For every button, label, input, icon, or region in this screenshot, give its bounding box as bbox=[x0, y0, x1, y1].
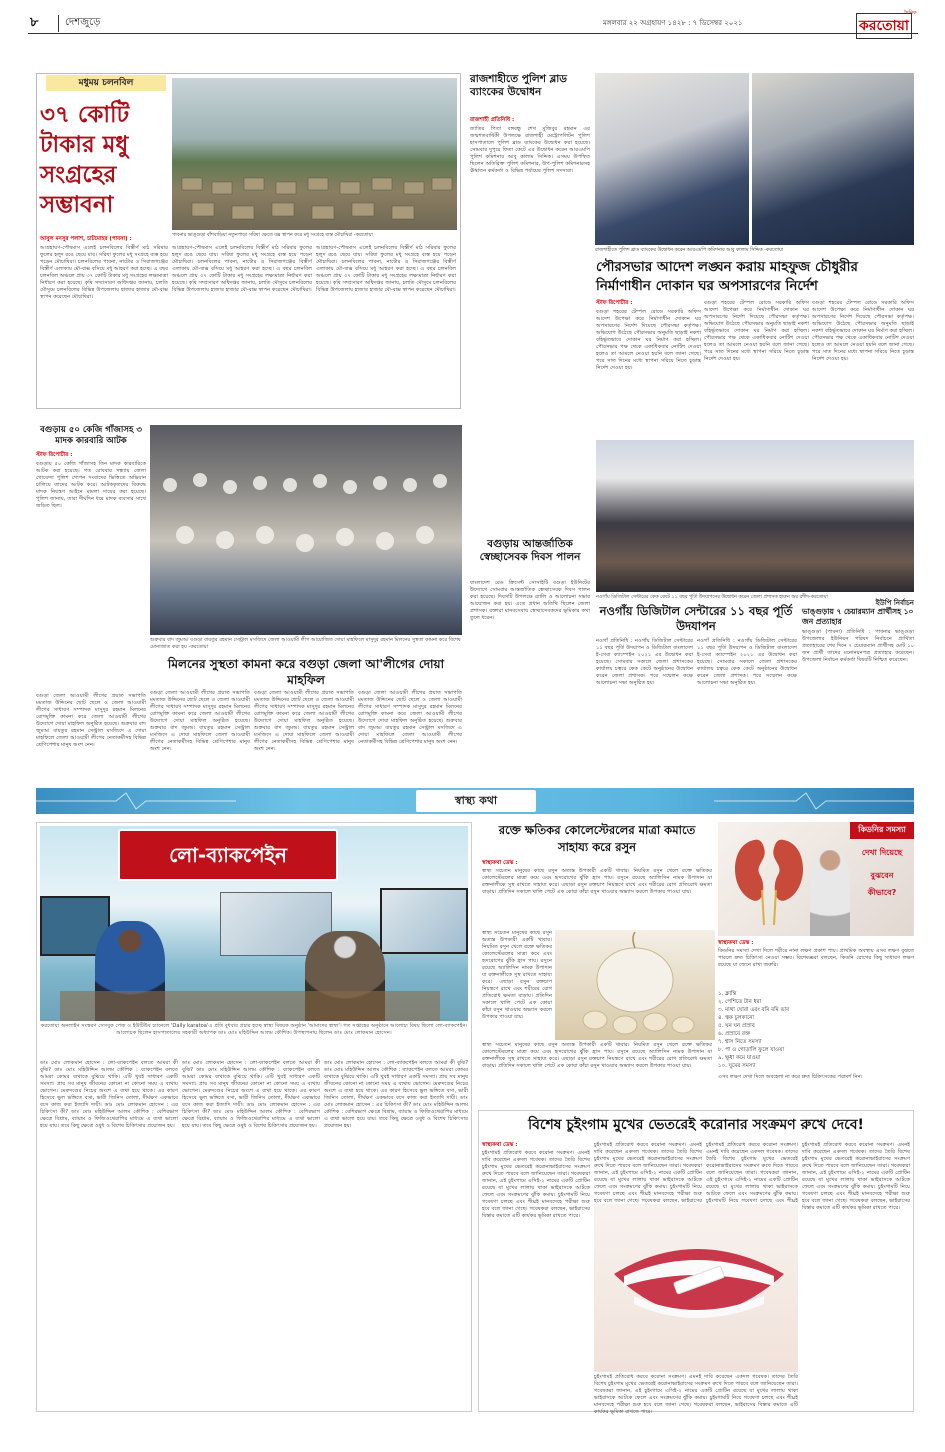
election-headline: ভাঙ্গুড়ায় ৭ চেয়ারম্যান প্রার্থীসহ ১০ জন প্রত্যাহার bbox=[802, 607, 914, 626]
lowback-body-col3: ডাঃ মোঃ লোকমান হোসেন : লো-ব্যাকপেইন বলতে আমরা কী বুঝি? ডাঃ মোঃ মহিউদ্দিন আলম কৌশিক : ব্যাকপেইন বলতে আমরা কোমর ব্যথাকে বুঝিয়ে থাকি। এটি খুবই সাধারণ একটি সমস্যা। প্রায় সব মানুষ জীবনের কোনো না কোনো সময় এ ব্যথায় ভোগেন। মেরুদণ্ডের নিচের অংশে এ ব্যথা হয়ে থাকে। এর কারণ হিসেবে ভুল ভঙ্গিতে বসা, ভারী জিনিস তোলা, দীর্ঘক্ষণ একভাবে বসে কাজ করা ইত্যাদি দায়ী। ডাঃ মোঃ লোকমান হোসেন : এর চিকিৎসা কী? ডাঃ মোঃ মহিউদ্দিন আলম কৌশিক : বেশিরভাগ ক্ষেত্রে বিশ্রাম, ব্যায়াম ও ফিজিওথেরাপির মাধ্যমে এ ব্যথা ভালো হয়ে যায়। তবে কিছু ক্ষেত্রে ওষুধ ও বিশেষ চিকিৎসার প্রয়োজন হয়। bbox=[324, 1060, 468, 1129]
chewing-body-col2: চুইংগামই প্রতিরোধ করবে করোনা সংক্রমণ। এমনই দাবি করেছেন একদল গবেষক। তাদের তৈরি বিশেষ চুইংগাম মুখের ভেতরেই করোনাভাইরাসের সংক্রমণ রুখে দিতে পারবে বলে জানিয়েছেন তারা। গবেষকরা জানান, এই চুইংগামে এসিই-২ নামের একটি প্রোটিন রয়েছে যা মুখের লালায় থাকা ভাইরাসকে আটকে ফেলে এবং সংক্রমণের ঝুঁকি কমায়। চুইংগামটি নিয়ে গবেষণা চলছে এবং শীঘ্রই মানবদেহে পরীক্ষা শুরু হবে বলে জানা গেছে। গবেষকরা বলছেন, ভাইরাসের bbox=[594, 1142, 702, 1204]
honey-photo-caption: পাবনার ভাঙ্গুড়া বাঁশবাড়িয়া নতুনপাড়া সরিষা ক্ষেতে বক্স স্থাপন করে মধু সংগ্রহে ব্যস্ত মৌচাষিরা -করতোয়া bbox=[172, 233, 373, 238]
honey-kicker-text: মধুময় চলনবিল bbox=[78, 78, 134, 88]
chewing-body-col5: চুইংগামই প্রতিরোধ করবে করোনা সংক্রমণ। এমনই দাবি করেছেন একদল গবেষক। তাদের তৈরি বিশেষ চুইংগাম মুখের ভেতরেই করোনাভাইরাসের সংক্রমণ রুখে দিতে পারবে বলে জানিয়েছেন তারা। গবেষকরা জানান, এই চুইংগামে এসিই-২ নামের একটি প্রোটিন রয়েছে যা মুখের লালায় থাকা ভাইরাসকে আটকে ফেলে এবং সংক্রমণের ঝুঁকি কমায়। চুইংগামটি নিয়ে গবেষণা চলছে এবং শীঘ্রই মানবদেহে পরীক্ষা শুরু হবে বলে জানা গেছে। গবেষকরা বলছেন, ভাইরাসের বিস্তার কমাতে এটি কার্যকর ভূমিকা রাখতে পারে। bbox=[594, 1374, 798, 1415]
kidney-label4: কীভাবে? bbox=[867, 888, 897, 897]
tv-screen-right bbox=[380, 888, 468, 954]
naogaon-body-col1: নওগাঁ প্রতিনিধি : নওগাঁয় ডিজিটাল সেন্টারের ১১ বছর পূর্তি উদযাপন ও ডিজিটাল বাংলাদেশ ই-সেবা ক্যাম্পেইন ২০২১ এর উদ্বোধন করা হয়েছে। সোমবার সকালে জেলা প্রশাসকের কার্যালয় চত্বরে কেক কেটে অনুষ্ঠানের উদ্বোধন করেন জেলা প্রশাসক। পরে সম্মেলন কক্ষে আলোচনা সভা অনুষ্ঠিত হয়। bbox=[596, 638, 693, 686]
police-blood-photo-left bbox=[595, 73, 749, 245]
paurashava-body-col1: বগুড়া শহরের টেম্পল রোডে সরকারি অফিস আদেশ উপেক্ষা করে নির্মাণাধীন দোকান ঘর অপসারণের নির্দেশ দিয়েছে পৌরসভা কর্তৃপক্ষ। অভিযোগ উঠেছে পৌরসভার অনুমতি ছাড়াই নকশা বহির্ভূতভাবে দোকান ঘর নির্মাণ করা হচ্ছিল। পৌরসভার পক্ষ থেকে একাধিকবার নোটিশ দেওয়া হলেও তা আমলে নেওয়া হয়নি বলে জানা গেছে। পরে সাত দিনের মধ্যে স্থাপনা সরিয়ে নিতে চূড়ান্ত নির্দেশ দেওয়া হয়। bbox=[596, 309, 701, 371]
mouth-icon bbox=[594, 1204, 798, 1372]
doa-photo bbox=[150, 425, 462, 635]
police-blood-photo-right bbox=[752, 73, 914, 245]
kidney-footer: এসব লক্ষণ দেখা দিলে অবহেলা না করে দ্রুত চিকিৎসকের পরামর্শ নিন। bbox=[718, 1074, 863, 1080]
kidney-list-item: ৭. শ্বাস নিতে সমস্যা bbox=[718, 1039, 762, 1045]
kidney-byline: স্বাস্থ্যকথা ডেস্ক : bbox=[718, 940, 754, 946]
person-figure bbox=[810, 850, 850, 936]
kidney-label-box bbox=[850, 822, 914, 936]
lowback-photo bbox=[40, 826, 468, 1021]
chewing-body-col1: চুইংগামই প্রতিরোধ করবে করোনা সংক্রমণ। এমনই দাবি করেছেন একদল গবেষক। তাদের তৈরি বিশেষ চুইংগাম মুখের ভেতরেই করোনাভাইরাসের সংক্রমণ রুখে দিতে পারবে বলে জানিয়েছেন তারা। গবেষকরা জানান, এই চুইংগামে এসিই-২ নামের একটি প্রোটিন রয়েছে যা মুখের লালায় থাকা ভাইরাসকে আটকে ফেলে এবং সংক্রমণের ঝুঁকি কমায়। চুইংগামটি নিয়ে গবেষণা চলছে এবং শীঘ্রই মানবদেহে পরীক্ষা শুরু হবে বলে জানা গেছে। গবেষকরা বলছেন, ভাইরাসের বিস্তার কমাতে এটি কার্যকর ভূমিকা রাখতে পারে। bbox=[482, 1150, 590, 1219]
garlic-photo bbox=[555, 930, 715, 1040]
doa-headline: মিলনের সুস্থতা কামনা করে বগুড়া জেলা আ'লীগের দোয়া মাহফিল bbox=[167, 657, 445, 687]
cholesterol-byline: স্বাস্থ্যকথা ডেস্ক : bbox=[482, 860, 518, 866]
doa-body-col2: বগুড়া জেলা আওয়ামী লীগের প্রয়াত সভাপতি মমতাজ উদ্দিনের ছোট ছেলে ও জেলা আওয়ামী লীগের সাধারণ সম্পাদক মাসুদুর রহমান মিলনের রোগমুক্তি কামনা করে জেলা আওয়ামী লীগের উদ্যোগে দোয়া মাহফিল অনুষ্ঠিত হয়েছে। শুক্রবার বাদ জুমআ বায়তুর রহমান সেন্ট্রাল মসজিদে এ দোয়া মাহফিলে জেলা আওয়ামী লীগের নেতাকর্মীসহ বিভিন্ন শ্রেণিপেশার মানুষ অংশ নেন। bbox=[150, 690, 250, 752]
chewing-body-col3: চুইংগামই প্রতিরোধ করবে করোনা সংক্রমণ। এমনই দাবি করেছেন একদল গবেষক। তাদের তৈরি বিশেষ চুইংগাম মুখের ভেতরেই করোনাভাইরাসের সংক্রমণ রুখে দিতে পারবে বলে জানিয়েছেন তারা। গবেষকরা জানান, এই চুইংগামে এসিই-২ নামের একটি প্রোটিন রয়েছে যা মুখের লালায় থাকা ভাইরাসকে আটকে ফেলে এবং সংক্রমণের ঝুঁকি কমায়। চুইংগামটি নিয়ে গবেষণা চলছে এবং শীঘ্রই bbox=[706, 1142, 798, 1204]
doa-crowd bbox=[150, 425, 462, 635]
kidney-body: কিডনির সমস্যা দেখা দিলে শরীরে নানা লক্ষণ প্রকাশ পায়। প্রাথমিক অবস্থায় এসব লক্ষণ বুঝতে পারলে দ্রুত চিকিৎসা নেওয়া সম্ভব। বিশেষজ্ঞরা বলছেন, কিডনি রোগের কিছু সাধারণ লক্ষণ রয়েছে যা জেনে রাখা জরুরি। bbox=[718, 948, 914, 968]
kidney-list-item: ৯. ক্ষুধা কমে যাওয়া bbox=[718, 1055, 761, 1061]
doa-body-col3: বগুড়া জেলা আওয়ামী লীগের প্রয়াত সভাপতি মমতাজ উদ্দিনের ছোট ছেলে ও জেলা আওয়ামী লীগের সাধারণ সম্পাদক মাসুদুর রহমান মিলনের রোগমুক্তি কামনা করে জেলা আওয়ামী লীগের উদ্যোগে দোয়া মাহফিল অনুষ্ঠিত হয়েছে। শুক্রবার বাদ জুমআ বায়তুর রহমান সেন্ট্রাল মসজিদে এ দোয়া মাহফিলে জেলা আওয়ামী লীগের নেতাকর্মীসহ বিভিন্ন শ্রেণিপেশার মানুষ অংশ নেন। bbox=[254, 690, 354, 752]
police-blood-headline: রাজশাহীতে পুলিশ ব্লাড ব্যাংকের উদ্বোধন bbox=[470, 73, 568, 98]
naogaon-body-col2: নওগাঁ প্রতিনিধি : নওগাঁয় ডিজিটাল সেন্টারের ১১ বছর পূর্তি উদযাপন ও ডিজিটাল বাংলাদেশ ই-সেবা ক্যাম্পেইন ২০২১ এর উদ্বোধন করা হয়েছে। সোমবার সকালে জেলা প্রশাসকের কার্যালয় চত্বরে কেক কেটে অনুষ্ঠানের উদ্বোধন করেন জেলা প্রশাসক। পরে সম্মেলন কক্ষে আলোচনা সভা অনুষ্ঠিত হয়। bbox=[697, 638, 797, 686]
lowback-body-col2: ডাঃ মোঃ লোকমান হোসেন : লো-ব্যাকপেইন বলতে আমরা কী বুঝি? ডাঃ মোঃ মহিউদ্দিন আলম কৌশিক : ব্যাকপেইন বলতে আমরা কোমর ব্যথাকে বুঝিয়ে থাকি। এটি খুবই সাধারণ একটি সমস্যা। প্রায় সব মানুষ জীবনের কোনো না কোনো সময় এ ব্যথায় ভোগেন। মেরুদণ্ডের নিচের অংশে এ ব্যথা হয়ে থাকে। এর কারণ হিসেবে ভুল ভঙ্গিতে বসা, ভারী জিনিস তোলা, দীর্ঘক্ষণ একভাবে বসে কাজ করা ইত্যাদি দায়ী। ডাঃ মোঃ লোকমান হোসেন : এর চিকিৎসা কী? ডাঃ মোঃ মহিউদ্দিন আলম কৌশিক : বেশিরভাগ ক্ষেত্রে বিশ্রাম, ব্যায়াম ও ফিজিওথেরাপির মাধ্যমে এ ব্যথা ভালো হয়ে যায়। তবে কিছু ক্ষেত্রে ওষুধ ও বিশেষ চিকিৎসার প্রয়োজন হয়। bbox=[182, 1060, 320, 1129]
kidney-label1: কিডনির সমস্যা bbox=[850, 822, 914, 839]
paurashava-byline: স্টাফ রিপোর্টার : bbox=[596, 300, 633, 306]
kidney-list bbox=[718, 990, 914, 1070]
ganja-byline: স্টাফ রিপোর্টার : bbox=[36, 452, 73, 458]
sofa bbox=[60, 991, 440, 1021]
cholesterol-body-left: স্বাস্থ্য সচেতন মানুষের কাছে রসুন অত্যন্ত উপকারী একটি খাবার। নিয়মিত রসুন খেলে রক্তে ক্ষতিকর কোলেস্টেরলের মাত্রা কমে এবং হৃদরোগের ঝুঁকি হ্রাস পায়। রসুনে রয়েছে অ্যালিসিন নামক উপাদান যা রক্তনালীকে সুস্থ রাখতে সাহায্য করে। এছাড়া রসুন রক্তচাপ নিয়ন্ত্রণে রাখে এবং শরীরের রোগ প্রতিরোধ ক্ষমতা বাড়ায়। প্রতিদিন সকালে খালি পেটে এক কোয়া কাঁচা রসুন খাওয়ার অভ্যাস করলে উপকার পাওয়া যায়। bbox=[482, 930, 552, 1020]
garlic-icon bbox=[555, 930, 715, 1040]
naogaon-photo-caption: নওগাঁয় ডিজিটাল সেন্টারের কেক কেটে ১১ বছর পূর্তি উদযাপনের উদ্বোধন করেন জেলা প্রশাসক হারুন অর রশীদ-করতোয়া bbox=[596, 595, 828, 600]
kidney-list-item: ৬. প্রস্রাবে রক্ত bbox=[718, 1031, 751, 1037]
bee-box-rows bbox=[172, 78, 457, 230]
honey-photo bbox=[172, 78, 457, 230]
honey-body-col3: আগ্রহায়ণ-পৌষমাস এলেই চলনবিলের বিস্তীর্ণ মাঠ সরিষার ফুলের হলুদ রঙে ছেয়ে যায়। সরিষা ফুলের মধু সংগ্রহে ব্যস্ত হয়ে পড়েন মৌচাষিরা। চলনবিলের পাবনা, নাটোর ও সিরাজগঞ্জের বিস্তীর্ণ এলাকায় মৌ-বাক্স বসিয়ে মধু আহরণ করা হচ্ছে। এ বছর চলনবিল অঞ্চলে প্রায় ৩৭ কোটি টাকার মধু সংগ্রহের লক্ষ্যমাত্রা নির্ধারণ করা হয়েছে। কৃষি সম্প্রসারণ অধিদপ্তর জানায়, চলতি মৌসুমে চলনবিলের বিভিন্ন উপজেলায় হাজার হাজার মৌ-বাক্স স্থাপন করেছেন মৌচাষিরা। bbox=[316, 245, 456, 293]
police-blood-byline: রাজশাহী প্রতিনিধি : bbox=[470, 117, 515, 123]
honey-headline: ৩৭ কোটি টাকার মধু সংগ্রহের সম্ভাবনা bbox=[40, 102, 130, 218]
chewing-headline: বিশেষ চুইংগাম মুখের ভেতরেই করোনার সংক্রমণ রুখে দেবে! bbox=[528, 1117, 864, 1133]
honey-kicker bbox=[46, 75, 166, 91]
police-blood-body: জাতির পিতা বঙ্গবন্ধু শেখ মুজিবুর রহমান এর জন্মশতবার্ষিকী উপলক্ষে রাজশাহী মেট্রোপলিটন পুলিশ হাসপাতালে পুলিশ ব্লাড ব্যাংকের উদ্বোধন করা হয়েছে। সোমবার দুপুরে ফিতা কেটে এর উদ্বোধন করেন আরএমপি পুলিশ কমিশনার আবু কালাম সিদ্দিক। এসময় উপস্থিত ছিলেন অতিরিক্ত পুলিশ কমিশনার, উপ-পুলিশ কমিশনারসহ ঊর্ধ্বতন কর্মকর্তা ও বিভিন্ন পর্যায়ের পুলিশ সদস্যরা। bbox=[470, 126, 590, 174]
chewing-body-col4: চুইংগামই প্রতিরোধ করবে করোনা সংক্রমণ। এমনই দাবি করেছেন একদল গবেষক। তাদের তৈরি বিশেষ চুইংগাম মুখের ভেতরেই করোনাভাইরাসের সংক্রমণ রুখে দিতে পারবে বলে জানিয়েছেন তারা। গবেষকরা জানান, এই চুইংগামে এসিই-২ নামের একটি প্রোটিন রয়েছে যা মুখের লালায় থাকা ভাইরাসকে আটকে ফেলে এবং সংক্রমণের ঝুঁকি কমায়। চুইংগামটি নিয়ে গবেষণা চলছে এবং শীঘ্রই মানবদেহে পরীক্ষা শুরু হবে বলে জানা গেছে। গবেষকরা বলছেন, ভাইরাসের বিস্তার কমাতে এটি কার্যকর ভূমিকা রাখতে পারে। bbox=[802, 1142, 910, 1211]
kidney-icon bbox=[724, 830, 814, 930]
kidney-list-item: ৪. ত্বক চুলকানো bbox=[718, 1015, 755, 1021]
volunteer-headline: বগুড়ায় আন্তর্জাতিক স্বেচ্ছাসেবক দিবস পালন bbox=[479, 538, 581, 563]
kidney-label3: বুঝবেন bbox=[870, 871, 894, 880]
lowback-body-col1: ডাঃ মোঃ লোকমান হোসেন : লো-ব্যাকপেইন বলতে আমরা কী বুঝি? ডাঃ মোঃ মহিউদ্দিন আলম কৌশিক : ব্যাকপেইন বলতে আমরা কোমর ব্যথাকে বুঝিয়ে থাকি। এটি খুবই সাধারণ একটি সমস্যা। প্রায় সব মানুষ জীবনের কোনো না কোনো সময় এ ব্যথায় ভোগেন। মেরুদণ্ডের নিচের অংশে এ ব্যথা হয়ে থাকে। এর কারণ হিসেবে ভুল ভঙ্গিতে বসা, ভারী জিনিস তোলা, দীর্ঘক্ষণ একভাবে বসে কাজ করা ইত্যাদি দায়ী। ডাঃ মোঃ লোকমান হোসেন : এর চিকিৎসা কী? ডাঃ মোঃ মহিউদ্দিন আলম কৌশিক : বেশিরভাগ ক্ষেত্রে বিশ্রাম, ব্যায়াম ও ফিজিওথেরাপির মাধ্যমে এ ব্যথা ভালো হয়ে যায়। তবে কিছু ক্ষেত্রে ওষুধ ও বিশেষ চিকিৎসার প্রয়োজন হয়। bbox=[40, 1060, 178, 1129]
volunteer-body: বাংলাদেশ রেড ক্রিসেন্ট সোসাইটি বগুড়া ইউনিটের উদ্যোগে সোমবার আন্তর্জাতিক স্বেচ্ছাসেবক দিবস পালন করা হয়েছে। দিবসটি উপলক্ষে র‍্যালি ও আলোচনা সভার আয়োজন করা হয়। এতে প্রধান অতিথি ছিলেন জেলা প্রশাসক। বক্তারা মানবসেবায় স্বেচ্ছাসেবকদের ভূমিকার কথা তুলে ধরেন। bbox=[470, 580, 590, 621]
chewing-byline: স্বাস্থ্যকথা ডেস্ক : bbox=[482, 1142, 518, 1148]
kidney-list-item: ১০. ঘুমের সমস্যা bbox=[718, 1063, 756, 1069]
doa-body-col4: বগুড়া জেলা আওয়ামী লীগের প্রয়াত সভাপতি মমতাজ উদ্দিনের ছোট ছেলে ও জেলা আওয়ামী লীগের সাধারণ সম্পাদক মাসুদুর রহমান মিলনের রোগমুক্তি কামনা করে জেলা আওয়ামী লীগের উদ্যোগে দোয়া মাহফিল অনুষ্ঠিত হয়েছে। শুক্রবার বাদ জুমআ বায়তুর রহমান সেন্ট্রাল মসজিদে এ দোয়া মাহফিলে জেলা আওয়ামী লীগের নেতাকর্মীসহ বিভিন্ন শ্রেণিপেশার মানুষ অংশ নেন। bbox=[358, 690, 462, 745]
kidney-label2: দেখা দিয়েছে bbox=[861, 848, 903, 857]
ganja-body: বগুড়ায় ৫০ কেজি গাঁজাসহ তিন মাদক কারবারিকে আটক করা হয়েছে। গত রোববার সন্ধ্যায় জেলা গোয়েন্দা পুলিশ গোপন সংবাদের ভিত্তিতে অভিযান চালিয়ে তাদের আটক করে। আটককৃতদের বিরুদ্ধে মাদক নিয়ন্ত্রণ আইনে মামলা দায়ের করা হয়েছে। পুলিশ জানায়, তারা দীর্ঘদিন ধরে মাদক ব্যবসার সাথে জড়িত ছিল। bbox=[36, 461, 146, 509]
section-name: দেশজুড়ে bbox=[58, 15, 100, 32]
naogaon-photo bbox=[596, 440, 914, 592]
kidney-list-item: ২. পেশিতে টান ধরা bbox=[718, 999, 762, 1005]
kidney-list-item: ৮. পা ও গোড়ালি ফুলে যাওয়া bbox=[718, 1047, 785, 1053]
election-body: ভাঙ্গুড়া (পাবনা) প্রতিনিধি : পাবনার ভাঙ্গুড়া উপজেলার ইউনিয়ন পরিষদ নির্বাচনে প্রার্থিতা প্রত্যাহারের শেষ দিনে ৭ চেয়ারম্যান প্রার্থীসহ মোট ১০ জন প্রার্থী তাদের মনোনয়নপত্র প্রত্যাহার করেছেন। উপজেলা নির্বাচন কর্মকর্তা বিষয়টি নিশ্চিত করেছেন। bbox=[802, 629, 914, 663]
police-blood-photo-caption: রাজশাহীতে পুলিশ ব্লাড ব্যাংকের উদ্বোধন করেন আরএমপি কমিশনার আবু কালাম সিদ্দিক -করতোয়া bbox=[595, 248, 784, 253]
kidney-list-item: ১. ক্লান্তি bbox=[718, 991, 737, 997]
honey-byline: আবুল মনসুর পলাশ, চাটমোহর (পাবনা) : bbox=[40, 236, 132, 242]
issue-date: মঙ্গলবার ২২ অগ্রহায়ণ ১৪২৮ : ৭ ডিসেম্বর ২০২১ bbox=[603, 19, 743, 27]
health-banner-title: স্বাস্থ্য কথা bbox=[454, 794, 498, 807]
cholesterol-body-top: স্বাস্থ্য সচেতন মানুষের কাছে রসুন অত্যন্ত উপকারী একটি খাবার। নিয়মিত রসুন খেলে রক্তে ক্ষতিকর কোলেস্টেরলের মাত্রা কমে এবং হৃদরোগের ঝুঁকি হ্রাস পায়। রসুনে রয়েছে অ্যালিসিন নামক উপাদান যা রক্তনালীকে সুস্থ রাখতে সাহায্য করে। এছাড়া রসুন রক্তচাপ নিয়ন্ত্রণে রাখে এবং শরীরের রোগ প্রতিরোধ ক্ষমতা বাড়ায়। প্রতিদিন সকালে খালি পেটে এক কোয়া কাঁচা রসুন খাওয়ার অভ্যাস করলে উপকার পাওয়া যায়। bbox=[482, 868, 712, 895]
cholesterol-body-bottom: স্বাস্থ্য সচেতন মানুষের কাছে রসুন অত্যন্ত উপকারী একটি খাবার। নিয়মিত রসুন খেলে রক্তে ক্ষতিকর কোলেস্টেরলের মাত্রা কমে এবং হৃদরোগের ঝুঁকি হ্রাস পায়। রসুনে রয়েছে অ্যালিসিন নামক উপাদান যা রক্তনালীকে সুস্থ রাখতে সাহায্য করে। এছাড়া রসুন রক্তচাপ নিয়ন্ত্রণে রাখে এবং শরীরের রোগ প্রতিরোধ ক্ষমতা বাড়ায়। প্রতিদিন সকালে খালি পেটে এক কোয়া কাঁচা রসুন খাওয়ার অভ্যাস করলে উপকার পাওয়া যায়। bbox=[482, 1042, 712, 1069]
lowback-caption: করতোয়া অনলাইন সংস্করণ সেসবুক পেজ ও ইউটিউব চ্যানেলে 'Daily karatoa'এ প্রতি বুধবার প্রচার হচ্ছে স্বাস্থ্য বিষয়ক অনুষ্ঠান 'আমাদের স্বাস্থ্য'। গত সপ্তাহের অনুষ্ঠানে আলোচ্য বিষয় ছিলো লো-ব্যাকপেইন। আলোচক ছিলেন হাসপাতালের সহকারী অধ্যাপক ডাঃ মোঃ মহিউদ্দিন আলম কৌশিক। উপস্থাপনায় ছিলেন ডাঃ মোঃ লোকমান হোসেন। bbox=[40, 1023, 468, 1036]
page-number: ৮ bbox=[30, 15, 39, 30]
kidney-photo bbox=[718, 822, 914, 936]
paurashava-headline: পৌরসভার আদেশ লঙ্ঘন করায় মাহফুজ চৌধুরীর নির্মাণাধীন দোকান ঘর অপসারণের নির্দেশ bbox=[596, 259, 858, 294]
paurashava-body-col3: বগুড়া শহরের টেম্পল রোডে সরকারি অফিস আদেশ উপেক্ষা করে নির্মাণাধীন দোকান ঘর অপসারণের নির্দেশ দিয়েছে পৌরসভা কর্তৃপক্ষ। অভিযোগ উঠেছে পৌরসভার অনুমতি ছাড়াই নকশা বহির্ভূতভাবে দোকান ঘর নির্মাণ করা হচ্ছিল। পৌরসভার পক্ষ থেকে একাধিকবার নোটিশ দেওয়া হলেও তা আমলে নেওয়া হয়নি বলে জানা গেছে। পরে সাত দিনের মধ্যে স্থাপনা সরিয়ে নিতে চূড়ান্ত নির্দেশ দেওয়া হয়। bbox=[812, 300, 914, 362]
naogaon-headline: নওগাঁয় ডিজিটাল সেন্টারের ১১ বছর পূর্তি উদযাপন bbox=[599, 604, 793, 633]
kidney-list-item: ৩. মাথা ঘোরা এবং বমি বমি ভাব bbox=[718, 1007, 790, 1013]
cholesterol-headline: রক্তে ক্ষতিকর কোলেস্টেরলের মাত্রা কমাতে সাহায্য করে রসুন bbox=[498, 823, 696, 854]
doa-body-col1: বগুড়া জেলা আওয়ামী লীগের প্রয়াত সভাপতি মমতাজ উদ্দিনের ছোট ছেলে ও জেলা আওয়ামী লীগের সাধারণ সম্পাদক মাসুদুর রহমান মিলনের রোগমুক্তি কামনা করে জেলা আওয়ামী লীগের উদ্যোগে দোয়া মাহফিল অনুষ্ঠিত হয়েছে। শুক্রবার বাদ জুমআ বায়তুর রহমান সেন্ট্রাল মসজিদে এ দোয়া মাহফিলে জেলা আওয়ামী লীগের নেতাকর্মীসহ বিভিন্ন শ্রেণিপেশার মানুষ অংশ নেন। bbox=[36, 693, 146, 748]
newspaper-logo: করতোয়া bbox=[856, 13, 912, 39]
lowback-title: লো-ব্যাকপেইন bbox=[169, 843, 287, 867]
teeth-photo bbox=[594, 1204, 798, 1372]
health-banner bbox=[36, 788, 914, 814]
paurashava-body-col2: বগুড়া শহরের টেম্পল রোডে সরকারি অফিস আদেশ উপেক্ষা করে নির্মাণাধীন দোকান ঘর অপসারণের নির্দেশ দিয়েছে পৌরসভা কর্তৃপক্ষ। অভিযোগ উঠেছে পৌরসভার অনুমতি ছাড়াই নকশা বহির্ভূতভাবে দোকান ঘর নির্মাণ করা হচ্ছিল। পৌরসভার পক্ষ থেকে একাধিকবার নোটিশ দেওয়া হলেও তা আমলে নেওয়া হয়নি বলে জানা গেছে। পরে সাত দিনের মধ্যে স্থাপনা সরিয়ে নিতে চূড়ান্ত নির্দেশ দেওয়া হয়। bbox=[704, 300, 809, 362]
lowback-title-box bbox=[118, 829, 338, 881]
kidney-list-item: ৫. ঘন ঘন প্রস্রাব bbox=[718, 1023, 755, 1029]
doa-photo-caption: শুক্রবার বাদ জুমআ বগুড়া বায়তুর রহমান সেন্ট্রাল মসজিদে জেলা আওয়ামী লীগ আয়োজিত দোয়া মাহফিলে মাসুদুর রহমান মিলনের সুস্থতা কামনা করে বিশেষ মোনাজাত করা হয় -করতোয়া bbox=[150, 637, 461, 650]
ganja-headline: বগুড়ায় ৫০ কেজি গাঁজাসহ ৩ মাদক কারবারি আটক bbox=[40, 425, 142, 446]
masthead bbox=[28, 10, 918, 34]
honey-body-col1: আগ্রহায়ণ-পৌষমাস এলেই চলনবিলের বিস্তীর্ণ মাঠ সরিষার ফুলের হলুদ রঙে ছেয়ে যায়। সরিষা ফুলের মধু সংগ্রহে ব্যস্ত হয়ে পড়েন মৌচাষিরা। চলনবিলের পাবনা, নাটোর ও সিরাজগঞ্জের বিস্তীর্ণ এলাকায় মৌ-বাক্স বসিয়ে মধু আহরণ করা হচ্ছে। এ বছর চলনবিল অঞ্চলে প্রায় ৩৭ কোটি টাকার মধু সংগ্রহের লক্ষ্যমাত্রা নির্ধারণ করা হয়েছে। কৃষি সম্প্রসারণ অধিদপ্তর জানায়, চলতি মৌসুমে চলনবিলের বিভিন্ন উপজেলায় হাজার হাজার মৌ-বাক্স স্থাপন করেছেন মৌচাষিরা। bbox=[40, 245, 168, 300]
election-kicker: ইউপি নির্বাচন bbox=[875, 599, 914, 607]
logo-small: দৈনিক bbox=[904, 10, 917, 16]
health-banner-title-box bbox=[416, 790, 536, 812]
honey-body-col2: আগ্রহায়ণ-পৌষমাস এলেই চলনবিলের বিস্তীর্ণ মাঠ সরিষার ফুলের হলুদ রঙে ছেয়ে যায়। সরিষা ফুলের মধু সংগ্রহে ব্যস্ত হয়ে পড়েন মৌচাষিরা। চলনবিলের পাবনা, নাটোর ও সিরাজগঞ্জের বিস্তীর্ণ এলাকায় মৌ-বাক্স বসিয়ে মধু আহরণ করা হচ্ছে। এ বছর চলনবিল অঞ্চলে প্রায় ৩৭ কোটি টাকার মধু সংগ্রহের লক্ষ্যমাত্রা নির্ধারণ করা হয়েছে। কৃষি সম্প্রসারণ অধিদপ্তর জানায়, চলতি মৌসুমে চলনবিলের বিভিন্ন উপজেলায় হাজার হাজার মৌ-বাক্স স্থাপন করেছেন মৌচাষিরা। bbox=[172, 245, 312, 293]
